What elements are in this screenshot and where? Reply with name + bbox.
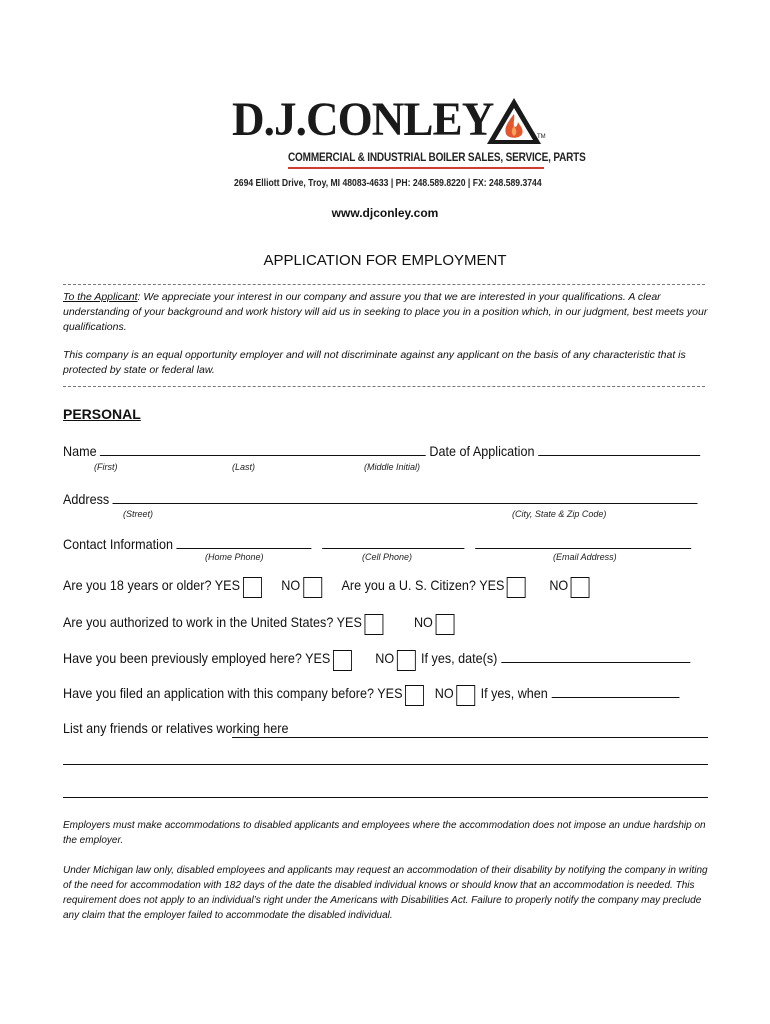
- friends-label: List any friends or relatives working here: [63, 720, 289, 736]
- age-question: Are you 18 years or older?: [63, 577, 212, 594]
- citizen-no-label: NO: [549, 577, 569, 594]
- page-title: APPLICATION FOR EMPLOYMENT: [263, 252, 507, 269]
- eeo-paragraph: This company is an equal opportunity employer and will not discriminate against any applicant on the basis of any characteristic that is protected by state or federal law.: [63, 349, 686, 376]
- hint-cell-phone: (Cell Phone): [362, 552, 413, 562]
- authorized-no-label: NO: [413, 614, 433, 631]
- citizen-yes-checkbox[interactable]: [507, 577, 526, 598]
- accommodation-paragraph: Employers must make accommodations to disabled applicants and employees where the accommodation does not impose an undue hardship on the employer.: [63, 820, 706, 846]
- employed-question-row: [63, 649, 690, 670]
- filed-no-checkbox[interactable]: [456, 685, 475, 706]
- website-link[interactable]: www.djconley.com: [331, 206, 439, 220]
- age-no-checkbox[interactable]: [303, 577, 322, 598]
- hint-home-phone: (Home Phone): [205, 552, 264, 562]
- filed-yes-label: YES: [377, 685, 403, 702]
- home-phone-field[interactable]: [176, 536, 311, 549]
- address-label: Address: [63, 491, 110, 507]
- employed-no-label: NO: [375, 650, 395, 667]
- authorized-yes-label: YES: [336, 614, 362, 631]
- employed-dates-label: If yes, date(s): [421, 650, 498, 667]
- age-yes-checkbox[interactable]: [243, 577, 262, 598]
- hint-street: (Street): [123, 509, 154, 519]
- employed-yes-label: YES: [305, 650, 331, 667]
- filed-question-row: [63, 684, 679, 705]
- filed-when-label: If yes, when: [480, 685, 548, 702]
- hint-first: (First): [94, 462, 118, 472]
- intro-label: To the Applicant: [63, 291, 138, 303]
- citizen-question: Are you a U. S. Citizen?: [341, 577, 476, 594]
- employed-dates-field[interactable]: [501, 650, 690, 663]
- employed-no-checkbox[interactable]: [397, 650, 416, 671]
- michigan-law-paragraph: Under Michigan law only, disabled employees and applicants may request an accommodation of their disability by notifying the company in writing of the need for accommodation with 182 days of the date the disabled individual knows or should know that an accommodation is needed. This requirement does not apply to an individual’s right under the Americans with Disabilities Act. Failure to properly notify the company may preclude any claim that the employer failed to accommodate the disabled individual.: [63, 865, 708, 921]
- logo-name: D.J.CONLEY: [232, 93, 494, 146]
- age-no-label: NO: [281, 577, 301, 594]
- age-question-row: [63, 576, 590, 597]
- hint-city: (City, State & Zip Code): [512, 509, 607, 519]
- citizen-no-checkbox[interactable]: [571, 577, 590, 598]
- filed-no-label: NO: [434, 685, 454, 702]
- logo-tagline: COMMERCIAL & INDUSTRIAL BOILER SALES, SERVICE, PARTS: [288, 152, 586, 164]
- name-row: [63, 443, 700, 459]
- name-label: Name: [63, 443, 97, 459]
- filed-when-field[interactable]: [551, 685, 679, 698]
- authorized-question: Are you authorized to work in the United States?: [63, 614, 334, 631]
- divider: [63, 386, 705, 387]
- hint-middle: (Middle Initial): [364, 462, 421, 472]
- citizen-yes-label: YES: [479, 577, 505, 594]
- company-logo: [232, 93, 586, 194]
- hint-last: (Last): [232, 462, 256, 472]
- intro-text: : We appreciate your interest in our company and assure you that we are interested in your qualifications. A clear understanding of your background and work history will aid us in seeking to place you in a position which, in our judgment, best meets your qualifications.: [63, 291, 708, 333]
- contact-label: Contact Information: [63, 536, 173, 552]
- address-row: [63, 491, 698, 507]
- filed-yes-checkbox[interactable]: [405, 685, 424, 706]
- authorized-no-checkbox[interactable]: [436, 614, 455, 635]
- section-heading-personal: PERSONAL: [63, 406, 141, 422]
- authorized-yes-checkbox[interactable]: [365, 614, 384, 635]
- authorized-question-row: [63, 613, 454, 634]
- age-yes-label: YES: [214, 577, 240, 594]
- date-field[interactable]: [538, 443, 700, 456]
- address-field[interactable]: [113, 491, 698, 504]
- cell-phone-field[interactable]: [322, 536, 464, 549]
- employed-question: Have you been previously employed here?: [63, 650, 302, 667]
- trademark-mark: TM: [537, 134, 546, 140]
- contact-row: [63, 536, 691, 552]
- company-address: 2694 Elliott Drive, Troy, MI 48083-4633 | PH: 248.589.8220 | FX: 248.589.3744: [234, 177, 542, 189]
- friends-field-line-2[interactable]: [63, 764, 708, 765]
- email-field[interactable]: [475, 536, 691, 549]
- hint-email: (Email Address): [553, 552, 617, 562]
- date-label: Date of Application: [429, 443, 535, 459]
- intro-paragraph: [63, 290, 708, 335]
- filed-question: Have you filed an application with this company before?: [63, 685, 374, 702]
- flame-icon: [485, 96, 543, 146]
- name-field[interactable]: [100, 443, 426, 456]
- divider: [63, 284, 705, 285]
- logo-rule: [288, 167, 544, 169]
- friends-field-line-3[interactable]: [63, 797, 708, 798]
- employed-yes-checkbox[interactable]: [333, 650, 352, 671]
- friends-field-line-1[interactable]: [232, 737, 708, 738]
